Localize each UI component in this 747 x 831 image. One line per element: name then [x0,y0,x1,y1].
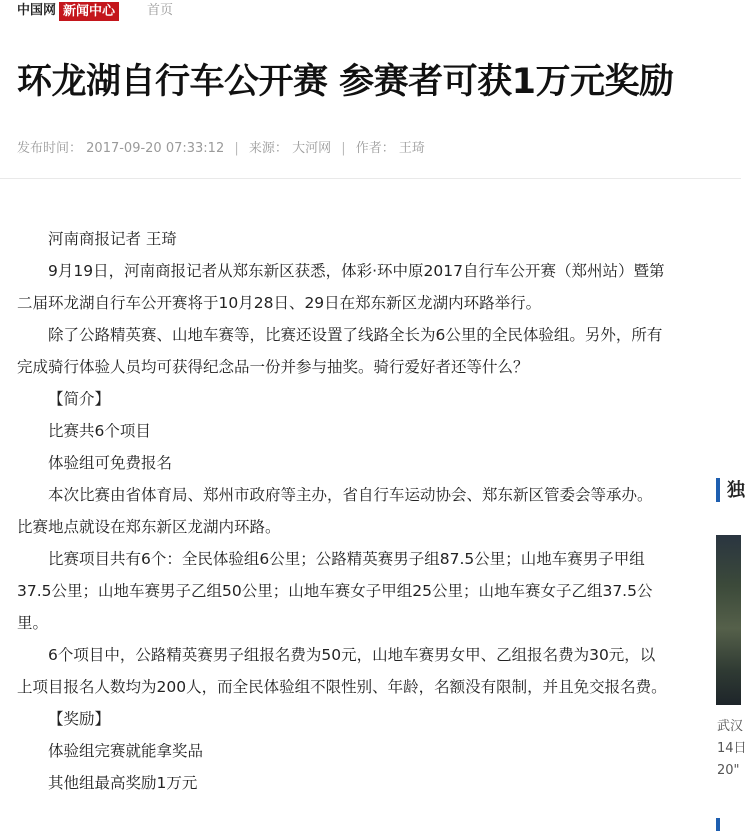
sidebar-caption-line: 武汉 [717,719,744,734]
author-value: 王琦 [398,141,425,156]
paragraph: 比赛项目共有6个：全民体验组6公里；公路精英赛男子组87.5公里；山地车赛男子甲组37.5公里；山地车赛男子乙组50公里；山地车赛女子甲组25公里；山地车赛女子乙组37.5公里。 [17,550,653,632]
sidebar-caption-line: 20" [717,763,740,778]
paragraph: 其他组最高奖励1万元 [48,774,198,792]
article-meta [17,138,425,160]
nav-home-link[interactable]: 首页 [147,3,174,18]
paragraph: 体验组完赛就能拿奖品 [48,742,204,760]
meta-separator: | [234,141,239,156]
sidebar-caption-line: 14日 [717,741,747,756]
publish-time-value: 2017-09-20 07:33:12 [86,141,225,156]
sidebar-thumbnail[interactable] [716,535,741,705]
article-body [17,223,667,799]
paragraph: 6个项目中，公路精英赛男子组报名费为50元，山地车赛男女甲、乙组报名费为30元，以上项目报名人数均为200人，而全民体验组不限性别、年龄，名额没有限制，并且免交报名费。 [17,646,667,696]
sidebar-title-marker [716,478,720,502]
header-divider [0,178,741,179]
sidebar-caption[interactable] [717,716,747,782]
paragraph: 9月19日，河南商报记者从郑东新区获悉，体彩·环中原2017自行车公开赛（郑州站）暨第二届环龙湖自行车公开赛将于10月28日、29日在郑东新区龙湖内环路举行。 [17,262,665,312]
sidebar-title: 独 [727,480,745,501]
source-value: 大河网 [292,141,332,156]
article-title: 环龙湖自行车公开赛 参赛者可获1万元奖励 [17,62,674,102]
source-label: 来源： [248,141,288,156]
paragraph-byline: 河南商报记者 王琦 [48,230,177,248]
paragraph: 体验组可免费报名 [48,454,173,472]
section-heading-intro: 【简介】 [48,390,111,408]
site-logo[interactable]: 中国网 [17,3,57,18]
paragraph: 除了公路精英赛、山地车赛等，比赛还设置了线路全长为6公里的全民体验组。另外，所有完成骑行体验人员均可获得纪念品一份并参与抽奖。骑行爱好者还等什么？ [17,326,663,376]
top-bar [17,0,173,22]
publish-time-label: 发布时间： [17,141,83,156]
meta-separator: | [341,141,346,156]
news-center-badge[interactable]: 新闻中心 [59,2,119,21]
paragraph: 比赛共6个项目 [48,422,151,440]
section-heading-rewards: 【奖励】 [48,710,111,728]
author-label: 作者： [355,141,395,156]
paragraph: 本次比赛由省体育局、郑州市政府等主办，省自行车运动协会、郑东新区管委会等承办。比赛地点就设在郑东新区龙湖内环路。 [17,486,653,536]
sidebar-section-marker [716,818,720,831]
